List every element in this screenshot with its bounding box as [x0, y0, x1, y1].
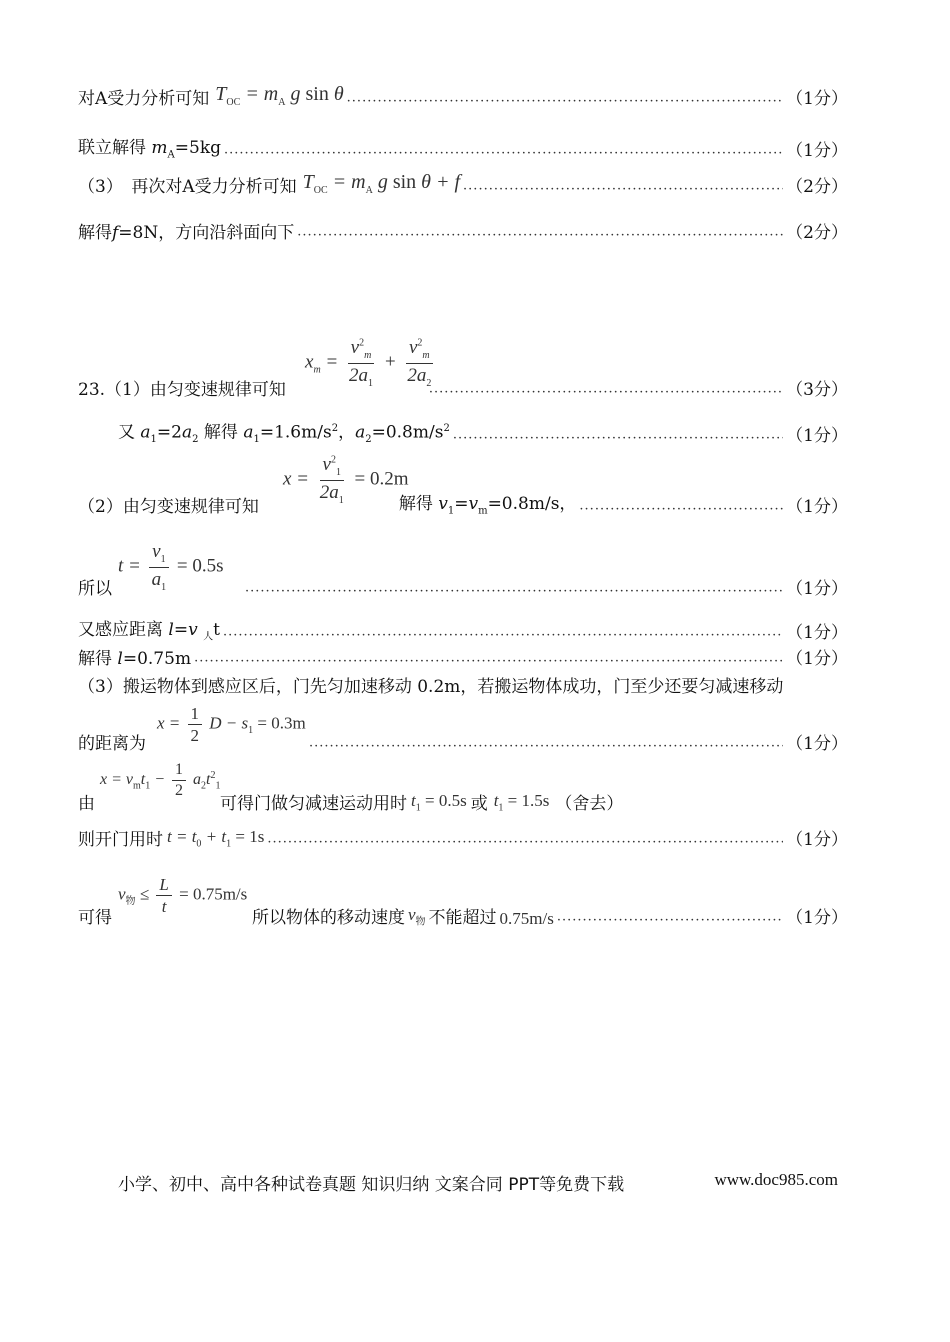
- formula-t1-a: $t_1 = 0.5s$: [411, 791, 467, 814]
- score: （1分）: [786, 908, 848, 929]
- line-text: 则开门用时: [78, 830, 163, 851]
- answer-line-3: [78, 172, 848, 196]
- line-text: 由: [78, 794, 95, 815]
- score: （1分）: [786, 734, 848, 754]
- score: （1分）: [786, 649, 848, 669]
- formula-x-decel: $x = v_mt_1$ − $\frac{1}{2}$ $a_2t^2_1$: [100, 761, 221, 799]
- line-text: 又感应距离 l=v $_人$t: [78, 620, 220, 643]
- score: （1分）: [786, 830, 848, 851]
- score: （2分）: [786, 177, 848, 197]
- formula-t1-b: $t_1 = 1.5s$: [493, 791, 550, 814]
- line-text: （3）搬运物体到感应区后，门先匀加速移动 0.2m，若搬运物体成功，门至少还要匀减速移动: [78, 677, 784, 697]
- line-text: （2）由匀变速规律可知: [78, 497, 259, 518]
- score: （1分）: [786, 623, 848, 644]
- answer-line-13: [78, 792, 848, 813]
- formula: $T_{OC} = m_A$ g sin θ + f: [302, 171, 461, 196]
- line-text: （3） 再次对A受力分析可知: [78, 177, 297, 197]
- score: （1分）: [786, 579, 848, 599]
- line-text-2: 可得门做匀减速运动用时: [220, 794, 407, 815]
- answer-line-11: [78, 679, 878, 696]
- answer-line-15: [78, 906, 848, 927]
- formula-t: t = $\frac{v_1}{a_1}$ = 0.5s: [118, 541, 224, 593]
- score: （1分）: [786, 426, 848, 447]
- answer-line-2: [78, 140, 848, 160]
- page-footer: [118, 1170, 838, 1195]
- score: （1分）: [786, 141, 848, 162]
- score: （3分）: [786, 380, 848, 400]
- formula-speed: 0.75m/s: [499, 909, 554, 929]
- line-text: 可得: [78, 908, 112, 929]
- line-text: 对A受力分析可知: [78, 89, 210, 109]
- answer-line-5: [78, 382, 848, 399]
- line-text: 所以: [78, 579, 112, 599]
- line-text-4: （舍去）: [555, 794, 624, 815]
- score: （1分）: [786, 89, 848, 109]
- formula: $t = t_0 + t_1 = 1s$: [167, 827, 265, 850]
- formula-v: $v_物$: [408, 905, 426, 928]
- line-text-2: 解得 $v_1=v_m=0.8m/s$，: [398, 494, 577, 517]
- formula-x: x = $\frac{v^2_1}{2a_1}$ = 0.2m: [283, 454, 409, 506]
- answer-line-9: [78, 622, 848, 642]
- formula: $T_{OC} = m_A$ g sin θ: [215, 83, 344, 108]
- answer-line-10: [78, 651, 848, 668]
- answer-line-8: [78, 581, 848, 598]
- formula-v-limit: $v_物$ ≤ $\frac{L}{t}$ = 0.75m/s: [118, 875, 248, 916]
- line-text-3: 不能超过: [428, 908, 497, 929]
- score: （2分）: [786, 223, 848, 243]
- answer-line-14: [78, 828, 848, 849]
- line-text: 的距离为: [78, 734, 146, 754]
- formula-xm: $x_m$ = $\frac{v^2_m}{2a_1}$ + $\frac{v^2_m}{2a_2}$: [305, 337, 432, 389]
- line-text-2: 所以物体的移动速度: [252, 908, 405, 929]
- answer-line-6: [118, 424, 848, 445]
- answer-line-12: [78, 736, 848, 753]
- score: （1分）: [786, 497, 848, 518]
- line-text: 23.（1）由匀变速规律可知: [78, 380, 286, 400]
- line-text: 解得f=8N，方向沿斜面向下: [78, 223, 295, 243]
- line-text: 又 $a_1=2a_2$ 解得 $a_1=1.6m/s^2$，$a_2=0.8m/s^2$: [118, 422, 450, 446]
- line-text: 联立解得 $m_A=5kg$: [78, 138, 222, 161]
- footer-url: www.doc985.com: [714, 1170, 838, 1189]
- answer-line-4: [78, 225, 848, 242]
- line-text: 解得 l=0.75m: [78, 649, 192, 669]
- footer-text: 小学、初中、高中各种试卷真题 知识归纳 文案合同 PPT等免费下载: [118, 1175, 625, 1195]
- answer-line-7: [78, 496, 848, 516]
- line-text-3: 或: [470, 794, 488, 815]
- answer-line-1: [78, 84, 848, 108]
- formula-x-half: x = $\frac{1}{2}$ $D - s_1 = 0.3m$: [157, 704, 306, 745]
